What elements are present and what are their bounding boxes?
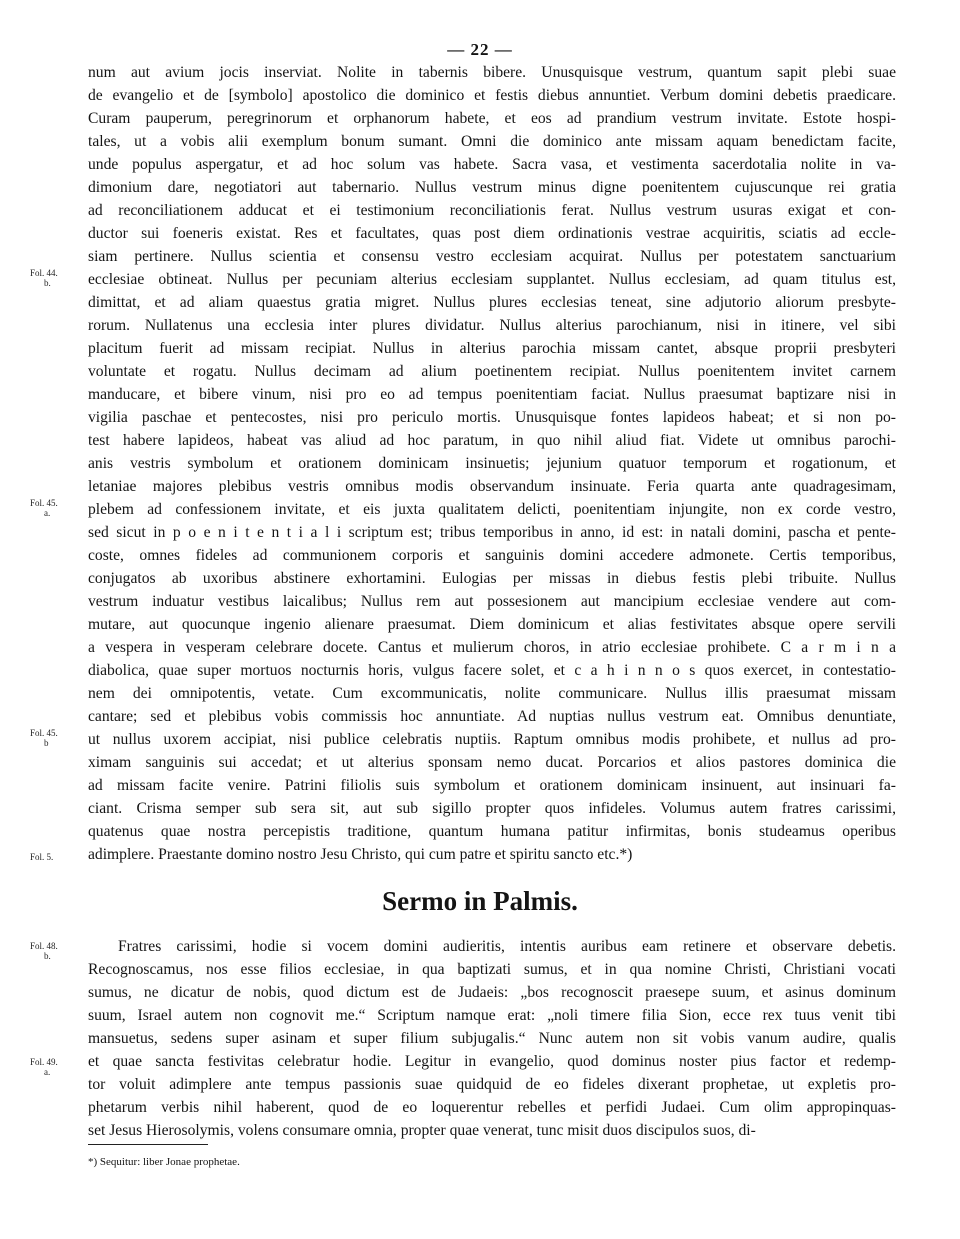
margin-note-folio — [30, 498, 86, 518]
text-line: anis vestris symbolum et orationem dominicam insinuetis; jejunium quatuor temporum et rogationum, et — [88, 455, 896, 472]
text-line: vestrum induatur vestibus laicalibus; Nullus rem aut possesionem aut mancipium ecclesiae vendere aut com- — [88, 593, 896, 610]
text-line: rorum. Nullatenus una ecclesia inter plures dividatur. Nullus alterius parochianum, nisi in itinere, vel sibi — [88, 317, 896, 334]
text-line: test habere lapideos, habeat vas aliud ad hoc paratum, in quo nihil aliud fiat. Videte ut omnibus parochi- — [88, 432, 896, 449]
margin-note-main: Fol. 48. — [30, 941, 58, 951]
margin-note-sub: a. — [44, 508, 51, 518]
footnote-divider — [88, 1144, 208, 1145]
text-line: Recognoscamus, nos esse filios ecclesiae, in qua baptizati sumus, et in qua nomine Christi, Christiani vocati — [88, 961, 896, 978]
text-line: vigilia paschae et pentecostes, nisi pro periculo mortis. Unusquisque fontes lapideos habeat; et si non po- — [88, 409, 896, 426]
text-line: conjugatos ab uxoribus abstinere exhortamini. Eulogias per missas in diebus festis plebi tribuite. Nullus — [88, 570, 896, 587]
margin-note-main: Fol. 44. — [30, 268, 58, 278]
text-line: quatenus quae nostra percepistis traditione, quantum humana patitur infirmitas, bonis studeamus operibus — [88, 823, 896, 840]
text-line: manducare, et bibere vinum, nisi pro eo ad tempus poenitentiam faciat. Nullus praesumat baptizare nisi in — [88, 386, 896, 403]
text-line: Fratres carissimi, hodie si vocem domini audieritis, intentis auribus eam retinere et observare debetis. — [118, 938, 896, 955]
text-line: suum, Israel autem non cognovit me.“ Scriptum namque erat: „noli timere filia Sion, ecce rex tuus venit tibi — [88, 1007, 896, 1024]
margin-note-sub: b. — [44, 278, 51, 288]
section-heading: Sermo in Palmis. — [382, 886, 578, 916]
margin-note-sub: b — [44, 738, 49, 748]
text-line: ximam sanguinis sui accedat; et ut alterius sponsam nemo ducat. Porcarios et alios pastores dominica die — [88, 754, 896, 771]
text-line: nem dei omnipotentis, vetate. Cum excommunicatis, nolite communicare. Nullus illis praesumat missam — [88, 685, 896, 702]
margin-note-main: Fol. 5. — [30, 852, 54, 862]
main-text-block — [88, 61, 896, 866]
text-line: adimplere. Praestante domino nostro Jesu Christo, qui cum patre et spiritu sancto etc.*) — [88, 846, 633, 863]
margin-note-folio — [30, 941, 86, 961]
margin-note-folio — [30, 852, 86, 862]
text-line: letaniae majores plebibus vestris omnibus modis observandum insinuate. Feria quarta ante quadragesimam, — [88, 478, 896, 495]
text-line: cantare; sed et plebibus vobis commissis hoc annuntiate. Ad nuptias nullus vestrum eat. Omnibus denuntiate, — [88, 708, 896, 725]
text-line: unde populus aspergatur, et ad hoc solum vas habete. Sacra vasa, et vestimenta sacerdotalia nolite in va- — [88, 156, 896, 173]
text-line: dimonium dare, negotiatori aut tabernario. Nullus vestrum minus digne poenitentem cujuscunque rei gratia — [88, 179, 896, 196]
text-line: ad missam facite venire. Patrini filiolis suis symbolum et orationem dominicam insinuent, aut insinuari fa- — [88, 777, 896, 794]
text-line: diabolica, quae super mortuos nocturnis horis, vulgus facere solet, et c a h i n n o s quos exercet, in contestatio- — [88, 662, 896, 679]
text-line: mutare, aut quocunque ingenio alienare praesumat. Diem dominicum et alias festivitates absque opere servili — [88, 616, 896, 633]
text-line: sed sicut in p o e n i t e n t i a l i scriptum est; tribus temporibus in anno, id est: in natali domini, pascha et pente- — [88, 524, 896, 541]
page-number: — 22 — — [447, 40, 513, 59]
text-line: ut nullus uxorem accipiat, nisi publice celebratis nuptiis. Raptum omnibus modis prohibete, et nullus ad pro- — [88, 731, 896, 748]
text-line: mansuetus, sedens super asinam et super filium subjugalis.“ Nunc autem non sit vobis vanum audire, qualis — [88, 1030, 896, 1047]
text-line: dimittat, et ad aliam quaestus gratia migret. Nullus plures ecclesias teneat, sine adjutorio aliorum presbyte- — [88, 294, 896, 311]
margin-note-main: Fol. 45. — [30, 498, 58, 508]
text-line: placitum fuerit ad missam recipiat. Nullus in alterius parochia missam cantet, absque proprii presbyteri — [88, 340, 896, 357]
text-line: tales, ut a vobis alii exemplum bonum sumant. Omni die dominico ante missam aquam benedictam facite, — [88, 133, 896, 150]
margin-note-folio — [30, 1057, 86, 1077]
text-line: coste, omnes fideles ad communionem corporis et sanguinis domini accedere admonete. Certis temporibus, — [88, 547, 896, 564]
text-line: num aut avium jocis inserviat. Nolite in tabernis bibere. Unusquisque vestrum, quantum sapit plebi suae — [88, 64, 896, 81]
text-line: et quae sancta festivitas celebratur hodie. Legitur in evangelio, quod dominus noster pius factor et redemp- — [88, 1053, 896, 1070]
text-line: a vespera in vesperam celebrare docete. Cantus et mulierum choros, in atrio ecclesiae prohibete. C a r m i n a — [88, 639, 896, 656]
margin-note-main: Fol. 49. — [30, 1057, 58, 1067]
text-line: sumus, ne dicatur de nobis, quod dictum est de Judaeis: „bos recognoscit praesepe suum, et asinus dominum — [88, 984, 896, 1001]
margin-note-folio — [30, 728, 86, 748]
text-line: ductor sui foeneris existat. Res et facultates, quas post diem ordinationis vestrae acquiritis, sciatis ad eccle- — [88, 225, 896, 242]
sermon-text-block — [88, 935, 896, 1142]
text-line: ciant. Crisma semper sub sera sit, aut sub sigillo propter quos infideles. Volumus autem fratres carissimi, — [88, 800, 896, 817]
text-line: siam pertinere. Nullus scientia et consensu vestro ecclesiam acquirat. Nullus per potestatem sanctuarium — [88, 248, 896, 265]
text-line: plebem ad confessionem invitate, et eis juxta qualitatem delicti, poenitentiam injungite, non ex corde vestro, — [88, 501, 896, 518]
margin-note-main: Fol. 45. — [30, 728, 58, 738]
margin-note-sub: b. — [44, 951, 51, 961]
text-line: tor voluit adimplere ante tempus passionis suae quidquid de eo fideles dixerant prophetae, ut expletis pro- — [88, 1076, 896, 1093]
text-line: Curam pauperum, peregrinorum et orphanorum habete, et eos ad prandium vestrum invitate. Estote hospi- — [88, 110, 896, 127]
footnote: *) Sequitur: liber Jonae prophetae. — [88, 1156, 240, 1168]
text-line: set Jesus Hierosolymis, volens consumare omnia, propter quae venerat, tunc misit duos discipulos suos, di- — [88, 1122, 756, 1139]
text-line: phetarum verbis nihil haberent, quod de eo loquerentur rebelles et perfidi Judaei. Cum olim appropinquas- — [88, 1099, 896, 1116]
margin-note-folio — [30, 268, 86, 288]
text-line: voluntate et rogatu. Nullus decimam ad alium poetinentem recipiat. Nullus poenitentem invitet carnem — [88, 363, 896, 380]
margin-note-sub: a. — [44, 1067, 51, 1077]
text-line: ecclesiae obtineat. Nullus per pecuniam alterius ecclesiam supplantet. Nullus ecclesiam, ad quam titulus est, — [88, 271, 896, 288]
text-line: de evangelio et de [symbolo] apostolico die dominico et festis diebus annuntiet. Verbum domini debetis praedicare. — [88, 87, 896, 104]
text-line: ad reconciliationem adducat et ei testimonium reconciliationis ferat. Nullus vestrum usuras exigat et con- — [88, 202, 896, 219]
